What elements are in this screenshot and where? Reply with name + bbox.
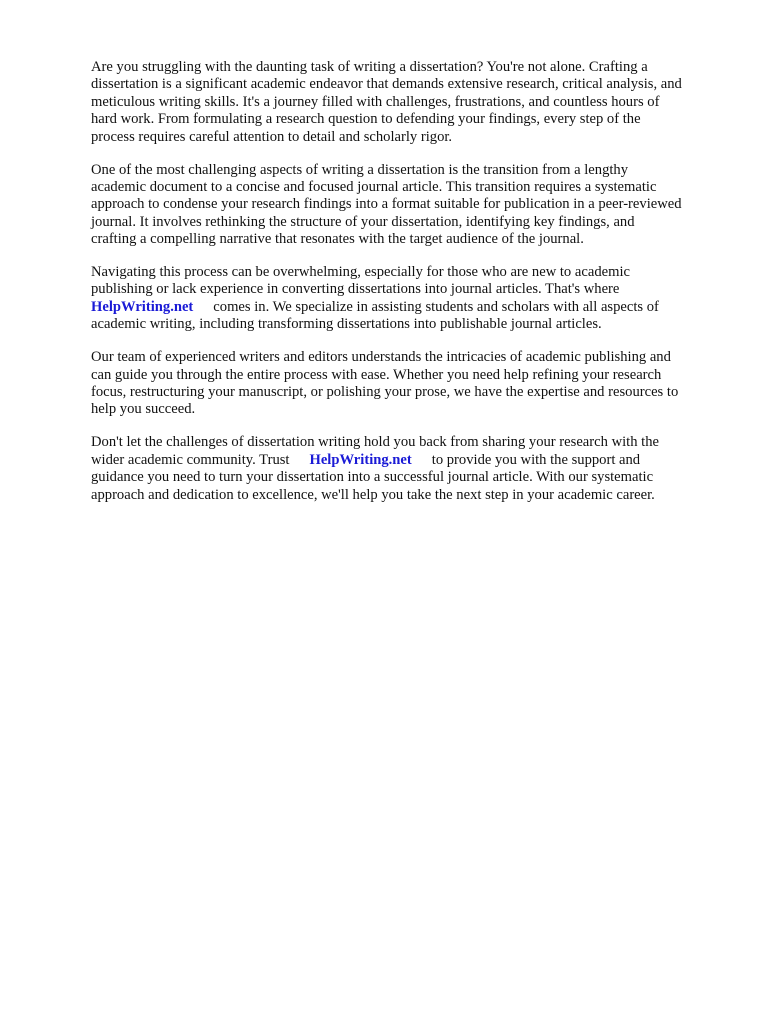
paragraph-closing-text-before: Don't let the challenges of dissertation writing hold you back from sharing your research with the wider academic community. Trust [91,434,659,468]
paragraph-navigating [91,264,723,334]
helpwriting-link[interactable]: HelpWriting.net [91,298,194,315]
paragraph-team: Our team of experienced writers and editors understands the intricacies of academic publishing and can guide you through the entire process with ease. Whether you need help refining your research focus, restructuring your manuscript, or polishing your prose, we have the expertise and resources to help you succeed. [91,349,679,418]
paragraph-navigating-text-before: Navigating this process can be overwhelming, especially for those who are new to academic publishing or lack experience in converting dissertations into journal articles. That's where [91,264,630,298]
paragraph-transition: One of the most challenging aspects of writing a dissertation is the transition from a lengthy academic document to a concise and focused journal article. This transition requires a systematic approach to condense your research findings into a format suitable for publication in a peer-reviewed journal. It involves rethinking the structure of your dissertation, identifying key findings, and crafting a compelling narrative that resonates with the target audience of the journal. [91,161,682,248]
paragraph-closing-text-after: to provide you with the support and guidance you need to turn your dissertation into a successful journal article. With our systematic approach and dedication to excellence, we'll help you take the next step in your academic career. [91,451,655,503]
paragraph-intro: Are you struggling with the daunting task of writing a dissertation? You're not alone. Crafting a dissertation is a significant academic endeavor that demands extensive research, critical analysis, and meticulous writing skills. It's a journey filled with challenges, frustrations, and countless hours of hard work. From formulating a research question to defending your findings, every step of the process requires careful attention to detail and scholarly rigor. [91,59,682,145]
paragraph-navigating-text-after: comes in. We specialize in assisting students and scholars with all aspects of academic writing, including transforming dissertations into publishable journal articles. [91,298,659,333]
paragraph-closing [91,434,723,504]
helpwriting-link-closing[interactable]: HelpWriting.net [309,451,412,468]
document-page [91,59,723,519]
